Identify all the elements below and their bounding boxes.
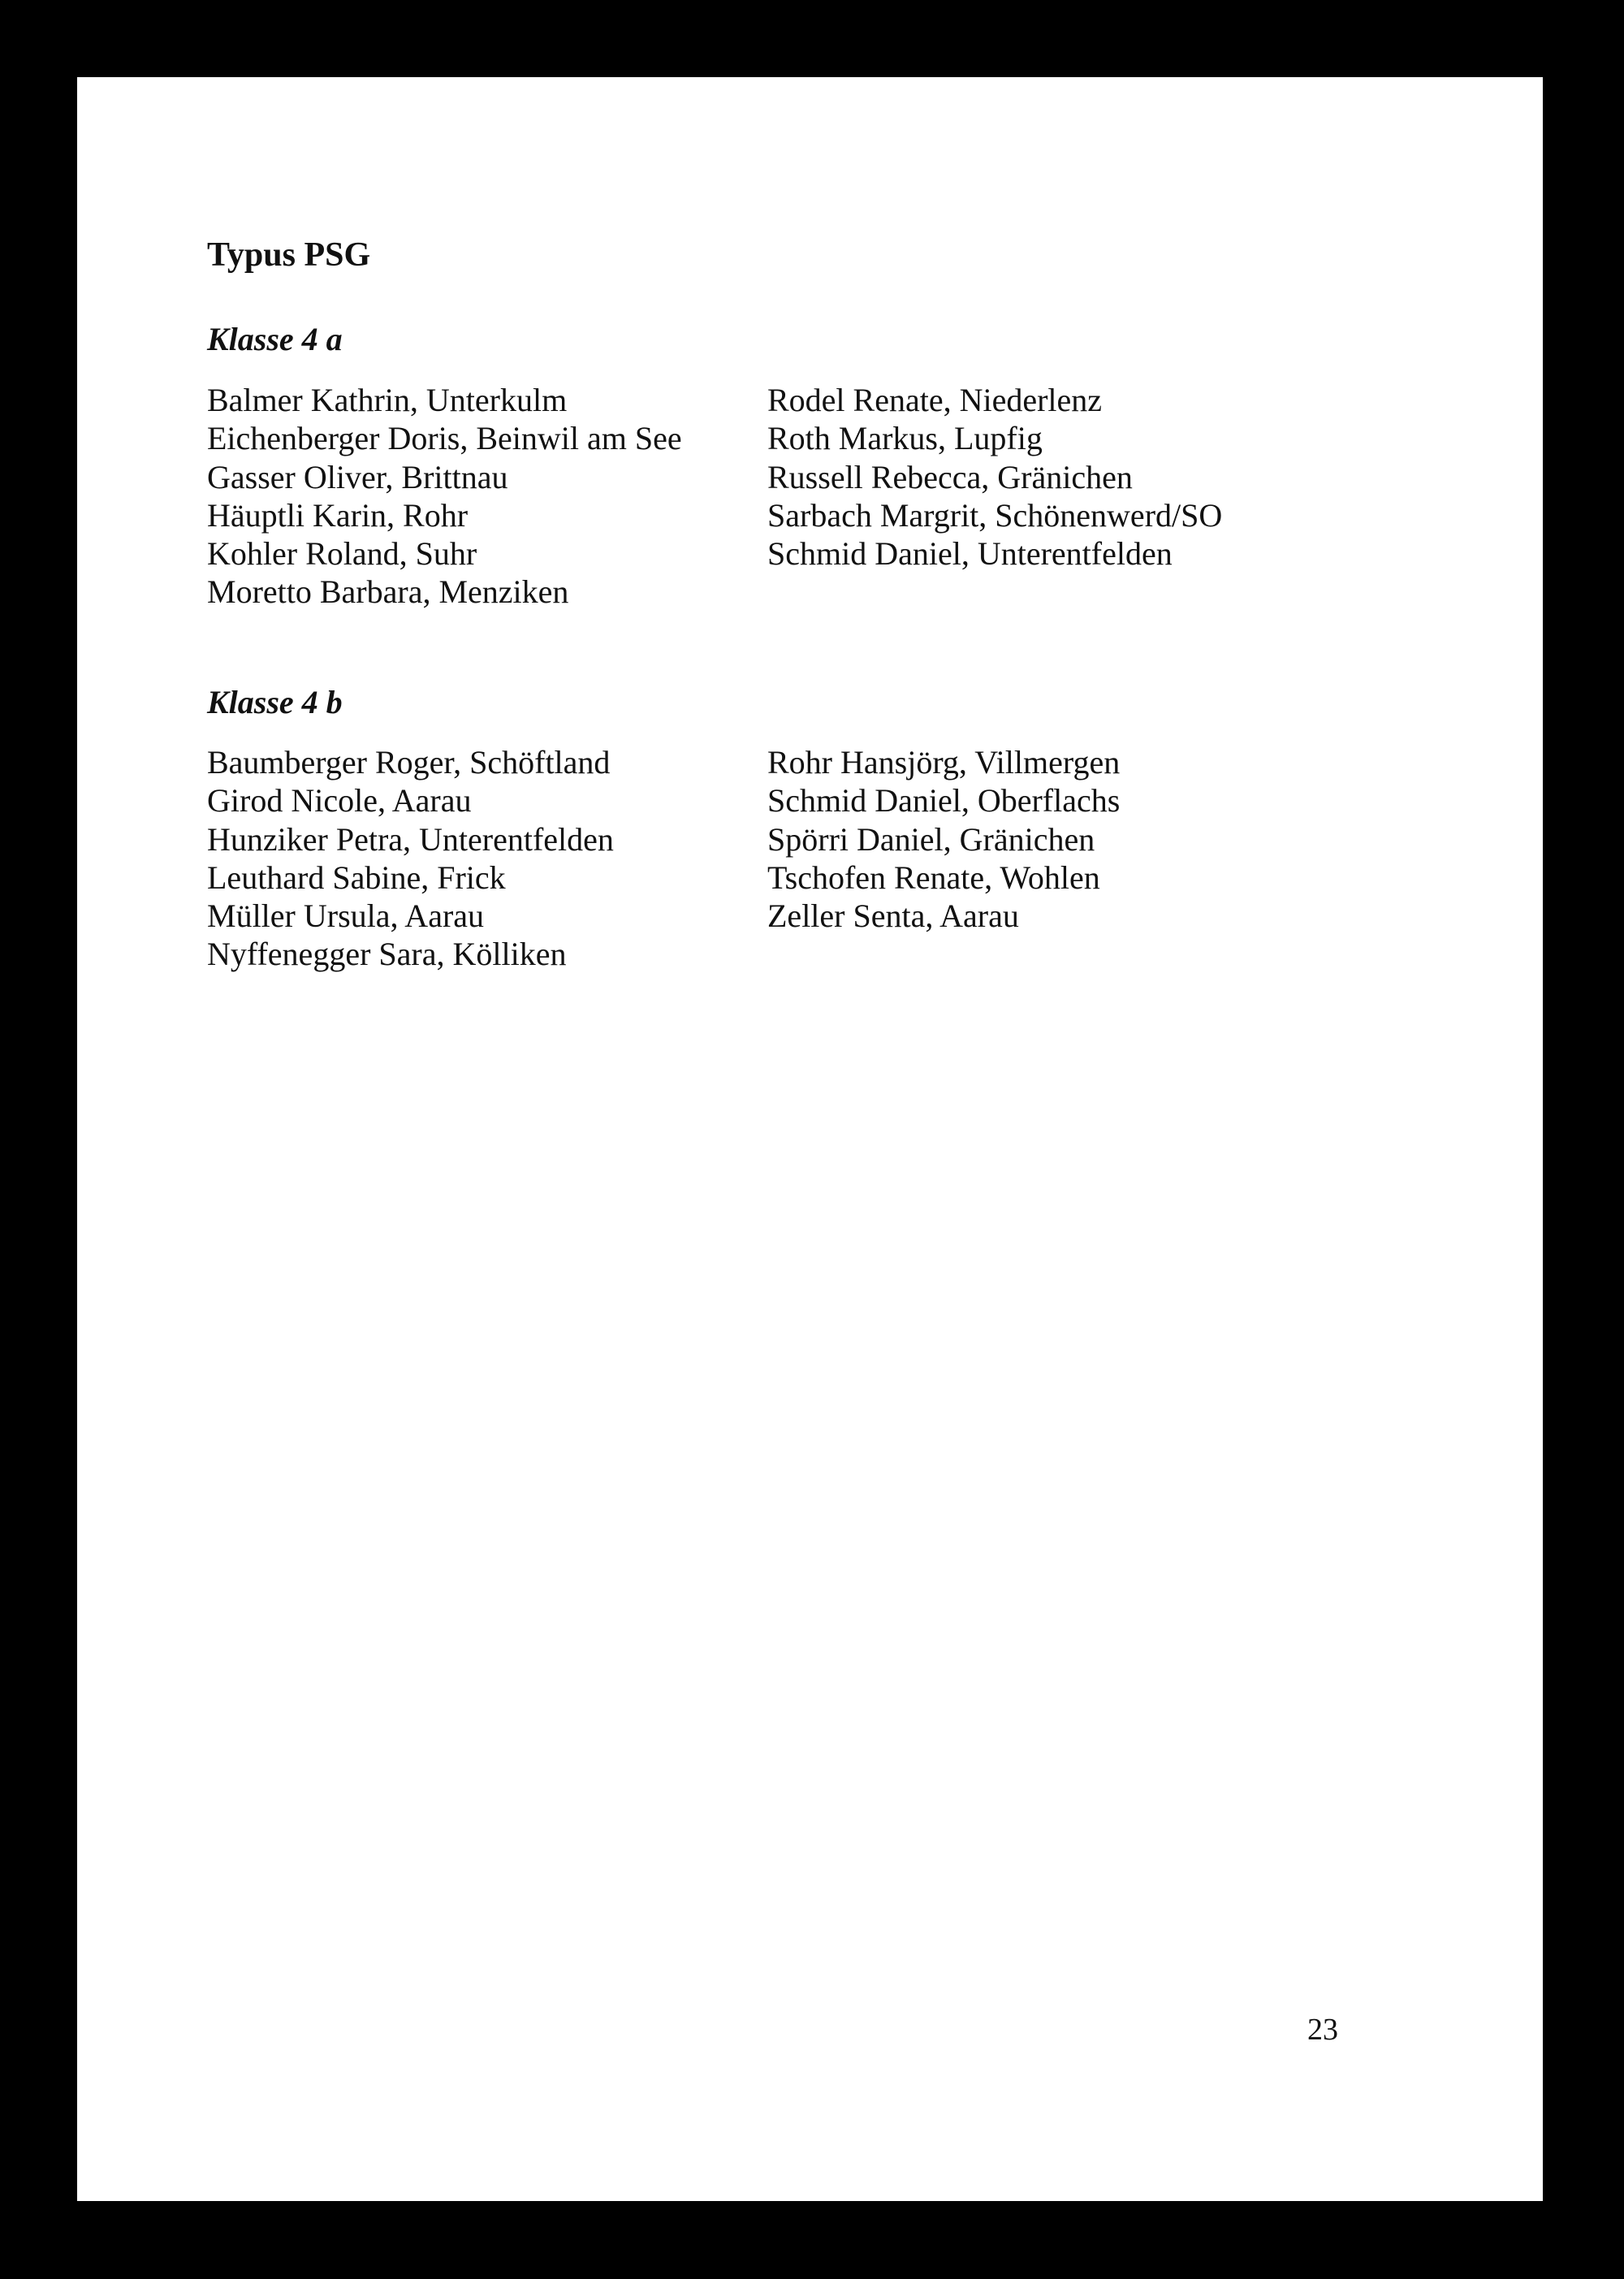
class-heading-4a: Klasse 4 a [207,321,343,357]
list-item: Schmid Daniel, Unterentfelden [767,535,1173,573]
list-item: Leuthard Sabine, Frick [207,858,506,896]
list-item: Nyffenegger Sara, Kölliken [207,936,567,973]
list-item: Eichenberger Doris, Beinwil am See [207,420,682,457]
section-title: Typus PSG [207,236,371,274]
list-item: Roth Markus, Lupfig [767,420,1043,457]
list-item: Girod Nicole, Aarau [207,782,472,819]
list-item: Rodel Renate, Niederlenz [767,382,1103,418]
class-4a-right-column [767,381,1222,573]
list-item: Schmid Daniel, Oberflachs [767,782,1121,819]
list-item: Zeller Senta, Aarau [767,897,1019,935]
list-item: Rohr Hansjörg, Villmergen [767,744,1121,781]
list-item: Tschofen Renate, Wohlen [767,858,1100,896]
list-item: Häuptli Karin, Rohr [207,496,469,534]
class-4b-right-column [767,743,1120,935]
document-page [77,77,1543,2201]
list-item: Balmer Kathrin, Unterkulm [207,382,568,418]
list-item: Russell Rebecca, Gränichen [767,458,1133,495]
page-number: 23 [1307,2013,1338,2047]
list-item: Moretto Barbara, Menziken [207,573,569,611]
list-item: Hunziker Petra, Unterentfelden [207,820,614,858]
list-item: Sarbach Margrit, Schönenwerd/SO [767,496,1223,534]
list-item: Müller Ursula, Aarau [207,897,485,935]
list-item: Gasser Oliver, Brittnau [207,458,508,495]
list-item: Baumberger Roger, Schöftland [207,744,611,781]
class-heading-4b: Klasse 4 b [207,684,343,720]
list-item: Spörri Daniel, Gränichen [767,820,1095,858]
class-4b-left-column [207,743,614,974]
class-4a-left-column [207,381,682,612]
list-item: Kohler Roland, Suhr [207,535,477,573]
